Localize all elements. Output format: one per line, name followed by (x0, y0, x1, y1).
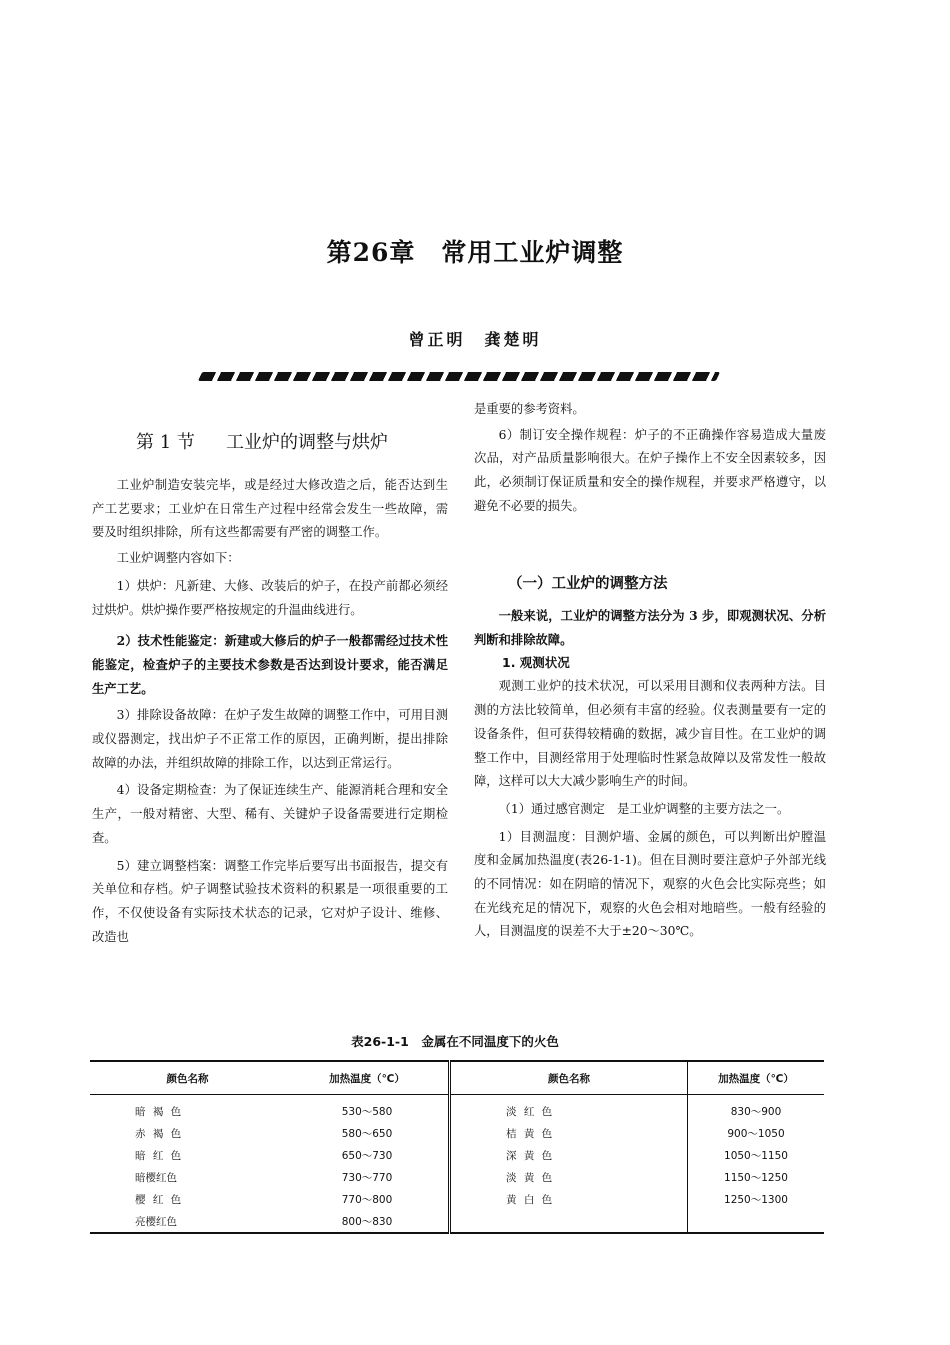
table-cell: 900～1050 (688, 1122, 825, 1144)
right-body-top (474, 398, 826, 519)
decorative-divider (198, 372, 720, 381)
chapter-title: 第26章 常用工业炉调整 (326, 238, 624, 267)
table-row (90, 1210, 824, 1233)
table-cell (450, 1210, 688, 1233)
table-cell: 800～830 (341, 1215, 393, 1228)
paragraph: 工业炉调整内容如下： (116, 551, 240, 566)
paragraph: 6）制订安全操作规程：炉子的不正确操作容易造成大量废次品，对产品质量影响很大。在炉子操作上不安全因素较多，因此，必须制订保证质量和安全的操作规程，并要求严格遵守，以避免不必要的损失。 (474, 427, 826, 513)
table-cell: 赤 褐 色 (135, 1127, 184, 1140)
paragraph: 一般来说，工业炉的调整方法分为 3 步，即观测状况、分析判断和排除故障。 (474, 608, 826, 647)
table-cell: 暗 红 色 (135, 1149, 184, 1162)
table-cell: 淡 红 色 (450, 1095, 688, 1123)
table-cell: 730～770 (341, 1171, 393, 1184)
table-row (90, 1095, 824, 1123)
paragraph: 2）技术性能鉴定：新建或大修后的炉子一般都需经过技术性能鉴定，检查炉子的主要技术参数是否达到设计要求，能否满足生产工艺。 (92, 633, 448, 696)
paragraph: 是重要的参考资料。 (474, 402, 585, 416)
right-body-bottom (474, 604, 826, 944)
table-cell: 770～800 (341, 1193, 393, 1206)
paragraph: 3）排除设备故障：在炉子发生故障的调整工作中，可用目测或仪器测定，找出炉子不正常工作的原因，正确判断，提出排除故障的办法，并组织故障的排除工作，以达到正常运行。 (92, 708, 448, 770)
paragraph: 观测工业炉的技术状况，可以采用目测和仪表两种方法。目测的方法比较简单，但必须有丰富的经验。仪表测量要有一定的设备条件，但可获得较精确的数据，减少盲目性。在工业炉的调整工作中，目测经常用于处理临时性紧急故障以及常发性一般故障，这样可以大大减少影响生产的时间。 (474, 679, 826, 789)
table-cell: 1250～1300 (688, 1188, 825, 1210)
table-row (90, 1122, 824, 1144)
fire-color-table (90, 1060, 824, 1234)
sub-subsection-title: 1. 观测状况 (502, 655, 570, 671)
table-row (90, 1166, 824, 1188)
table-cell (688, 1210, 825, 1233)
table-cell: 1150～1250 (688, 1166, 825, 1188)
subsection-title: （一）工业炉的调整方法 (508, 576, 668, 592)
column-header: 加热温度（℃） (286, 1061, 450, 1095)
authors: 曾正明 龚楚明 (408, 330, 542, 349)
left-body (92, 474, 448, 949)
paragraph: 工业炉制造安装完毕，或是经过大修改造之后，能否达到生产工艺要求；工业炉在日常生产过程中经常会发生一些故障，需要及时组织排除，所有这些都需要有严密的调整工作。 (92, 478, 448, 540)
table-cell: 650～730 (341, 1149, 393, 1162)
column-header: 颜色名称 (90, 1061, 286, 1095)
paragraph: （1）通过感官测定 是工业炉调整的主要方法之一。 (498, 801, 790, 816)
table-cell: 深 黄 色 (450, 1144, 688, 1166)
table-caption: 表26-1-1 金属在不同温度下的火色 (351, 1034, 559, 1049)
section-number: 第 1 节 (136, 432, 195, 453)
paragraph: 1）目测温度：目测炉墙、金属的颜色，可以判断出炉膛温度和金属加热温度(表26-1-1)。但在目测时要注意炉子外部光线的不同情况：如在阴暗的情况下，观察的火色会比实际亮些；如在光线充足的情况下，观察的火色会相对地暗些。一般有经验的人，目测温度的误差不大于±20～30℃。 (474, 829, 826, 939)
table-cell: 黄 白 色 (450, 1188, 688, 1210)
section-title: 工业炉的调整与烘炉 (226, 432, 388, 453)
table-cell: 樱 红 色 (135, 1193, 184, 1206)
table-cell: 1050～1150 (688, 1144, 825, 1166)
table-cell: 暗 褐 色 (135, 1105, 184, 1118)
table-cell: 530～580 (341, 1105, 393, 1118)
table-header-row (90, 1061, 824, 1095)
table-cell: 亮樱红色 (135, 1215, 177, 1228)
table-cell: 淡 黄 色 (450, 1166, 688, 1188)
column-header: 加热温度（℃） (688, 1061, 825, 1095)
paragraph: 5）建立调整档案：调整工作完毕后要写出书面报告，提交有关单位和存档。炉子调整试验技术资料的积累是一项很重要的工作，不仅使设备有实际技术状态的记录，它对炉子设计、维修、改造也 (92, 858, 448, 944)
table-cell: 暗樱红色 (135, 1171, 177, 1184)
paragraph: 1）烘炉：凡新建、大修、改装后的炉子，在投产前都必须经过烘炉。烘炉操作要严格按规定的升温曲线进行。 (92, 578, 448, 617)
table-cell: 580～650 (341, 1127, 393, 1140)
column-header: 颜色名称 (450, 1061, 688, 1095)
table-cell: 桔 黄 色 (450, 1122, 688, 1144)
table-row (90, 1144, 824, 1166)
table-cell: 830～900 (688, 1095, 825, 1123)
section-heading (136, 428, 388, 454)
table-row (90, 1188, 824, 1210)
paragraph: 4）设备定期检查：为了保证连续生产、能源消耗合理和安全生产，一般对精密、大型、稀有、关键炉子设备需要进行定期检查。 (92, 783, 448, 845)
